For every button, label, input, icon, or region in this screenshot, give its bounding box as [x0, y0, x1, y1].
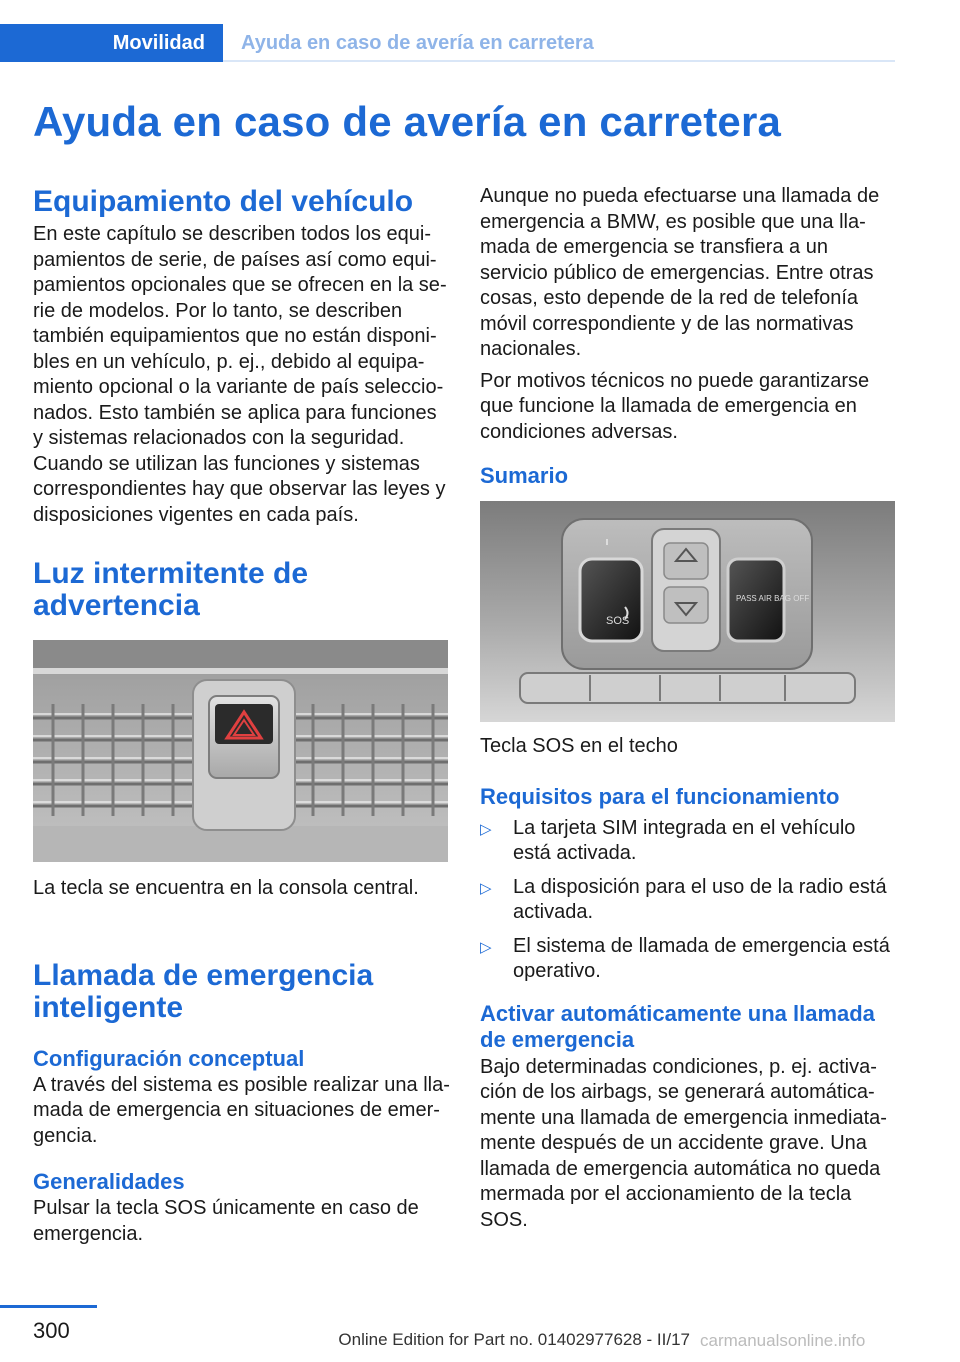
hazard-button-image — [33, 640, 448, 862]
auto-call-heading: Activar automáticamente una llamada de emergencia — [480, 1000, 875, 1052]
requirements-heading: Requisitos para el funcionamiento — [480, 783, 840, 809]
header-divider — [223, 60, 895, 62]
concept-text: A través del sistema es posible realizar una llamada de emergencia en situaciones de emergencia. — [33, 1073, 450, 1147]
list-item: ▷ La disposición para el uso de la radio está activada. — [480, 875, 887, 923]
right-column — [480, 184, 898, 1233]
roof-console-illustration — [480, 501, 895, 722]
footer-divider — [0, 1305, 97, 1308]
sos-label: SOS — [606, 615, 630, 627]
airbag-label: PASS AIR BAG OFF — [736, 594, 810, 603]
paragraph-transfer: Aunque no pueda efectuarse una llamada de emergencia a BMW, es posible que una llamada de emergencia se transfiera a un servicio público de emergencias. Entre otras cosas, esto depende de la red de telefonía móvil correspondiente y de las normativas nacionales. — [480, 185, 880, 360]
page-number: 300 — [33, 1318, 70, 1343]
general-heading: Generalidades — [33, 1169, 185, 1194]
general-text: Pulsar la tecla SOS únicamente en caso de emergencia. — [33, 1197, 419, 1245]
chapter-tab[interactable]: Ayuda en caso de avería en carretera — [241, 32, 594, 54]
page-title: Ayuda en caso de avería en carretera — [33, 98, 782, 145]
equipment-heading: Equipamiento del vehículo — [33, 185, 414, 218]
section-tab-label: Movilidad — [112, 32, 205, 54]
hazard-heading: Luz intermitente de advertencia — [33, 557, 309, 622]
paragraph-technical: Por motivos técnicos no puede garantizarse que funcione la llamada de emergencia en condiciones adversas. — [480, 369, 870, 443]
summary-heading: Sumario — [480, 463, 569, 488]
auto-call-text: Bajo determinadas condiciones, p. ej. activación de los airbags, se generará automáticamente una llamada de emergencia inmediatamente después de un accidente grave. Una llamada de emergencia automática no queda mermada por el accionamiento de la tecla SOS. — [480, 1055, 887, 1231]
triangle-bullet-icon: ▷ — [480, 879, 492, 897]
triangle-bullet-icon: ▷ — [480, 820, 492, 838]
triangle-bullet-icon: ▷ — [480, 938, 492, 956]
requirements-list — [480, 816, 898, 985]
section-tab[interactable] — [0, 24, 223, 62]
concept-heading: Configuración conceptual — [33, 1045, 305, 1071]
hazard-console-illustration — [33, 640, 448, 862]
emergency-call-heading: Llamada de emergencia inteligente — [33, 958, 374, 1024]
equipment-text: En este capítulo se describen todos los equipamientos de serie, de países así como equipamientos opcionales que se ofrecen en la serie de modelos. Por lo tanto, se describen también equipamientos que no están disponibles en un vehículo, p. ej., debido al equipamiento opcional o la variante de país seleccionados. Esto también se aplica para funciones y sistemas relacionados con la seguridad. Cuando se utilizan las funciones y sistemas correspondientes hay que observar las leyes y disposiciones vigentes en cada país. — [33, 223, 447, 526]
summary-caption: Tecla SOS en el techo — [480, 735, 678, 757]
edition-text: Online Edition for Part no. 01402977628 - II/17 — [338, 1330, 690, 1349]
list-item: ▷ El sistema de llamada de emergencia está operativo. — [480, 934, 890, 982]
watermark-text: carmanualsonline.info — [700, 1331, 866, 1350]
page-header — [0, 24, 895, 62]
list-item: ▷ La tarjeta SIM integrada en el vehículo está activada. — [480, 816, 856, 864]
sos-button-image — [480, 501, 895, 722]
left-column — [33, 180, 451, 1247]
hazard-caption: La tecla se encuentra en la consola central. — [33, 877, 419, 899]
